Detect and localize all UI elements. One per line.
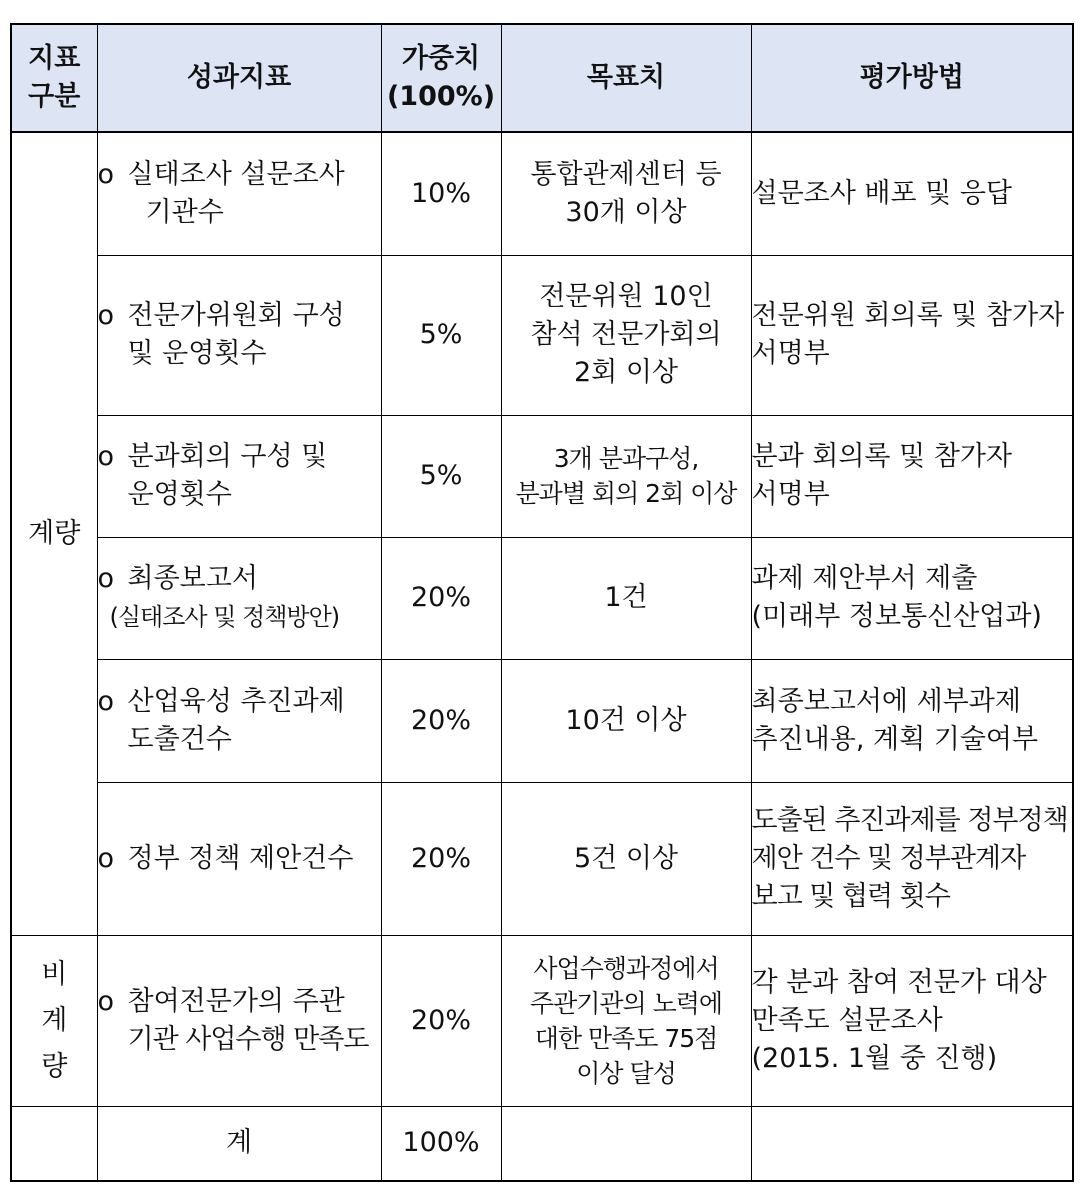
indicator-line: 운영횟수	[127, 479, 232, 510]
evaluation-line: 설문조사 배포 및 응답	[751, 177, 1012, 209]
table-row	[11, 255, 1073, 415]
evaluation-line: 도출된 추진과제를 정부정책	[751, 804, 1068, 836]
header-indicator: 성과지표	[97, 24, 381, 132]
evaluation-line: 전문위원 회의록 및 참가자	[751, 300, 1065, 331]
evaluation-cell	[751, 659, 1073, 782]
bullet: o	[97, 842, 115, 874]
indicator-cell	[97, 132, 381, 255]
evaluation-line: 최종보고서에 세부과제	[751, 685, 1021, 717]
evaluation-line: (미래부 정보통신산업과)	[751, 601, 1042, 632]
evaluation-line: 추진내용, 계획 기술여부	[751, 723, 1039, 755]
target-line: 5건 이상	[573, 842, 678, 874]
total-category-empty	[11, 1106, 97, 1181]
target-line: 주관기관의 노력에	[529, 988, 723, 1018]
target-line: 대한 만족도 75점	[534, 1023, 718, 1053]
indicator-line: 실태조사 설문조사	[127, 158, 345, 190]
weight-cell: 20%	[381, 659, 501, 782]
header-category-line1: 지표	[28, 43, 81, 74]
target-cell	[501, 782, 751, 935]
total-row	[11, 1106, 1073, 1181]
evaluation-line: 보고 및 협력 횟수	[751, 880, 950, 912]
header-weight	[381, 24, 501, 132]
indicator-line: (실태조사 및 정책방안)	[109, 603, 340, 631]
indicator-line: 기관 사업수행 만족도	[127, 1023, 369, 1055]
table-row	[11, 415, 1073, 537]
bullet: o	[97, 300, 115, 331]
evaluation-line: 제안 건수 및 정부관계자	[751, 842, 1026, 874]
total-weight: 100%	[381, 1106, 501, 1181]
category-non-quantitative	[11, 935, 97, 1106]
header-target: 목표치	[501, 24, 751, 132]
target-line: 사업수행과정에서	[533, 953, 719, 983]
category-char: 량	[41, 1050, 68, 1082]
target-line: 전문위원 10인	[539, 281, 713, 312]
indicator-cell	[97, 255, 381, 415]
evaluation-cell	[751, 132, 1073, 255]
weight-cell: 20%	[381, 782, 501, 935]
target-line: 1건	[604, 582, 648, 613]
total-evaluation-empty	[751, 1106, 1073, 1181]
header-category	[11, 24, 97, 132]
target-line: 이상 달성	[576, 1058, 676, 1088]
table-row	[11, 659, 1073, 782]
evaluation-cell	[751, 782, 1073, 935]
indicator-cell	[97, 415, 381, 537]
weight-cell: 10%	[381, 132, 501, 255]
evaluation-line: 분과 회의록 및 참가자	[751, 441, 1012, 472]
evaluation-line: 만족도 설문조사	[751, 1004, 943, 1036]
total-label: 계	[97, 1106, 381, 1181]
indicator-cell	[97, 537, 381, 659]
bullet: o	[97, 563, 115, 594]
indicator-cell	[97, 659, 381, 782]
evaluation-line: (2015. 1월 중 진행)	[751, 1042, 998, 1074]
indicator-cell	[97, 782, 381, 935]
evaluation-line: 서명부	[751, 338, 830, 369]
evaluation-cell	[751, 935, 1073, 1106]
indicator-line: 분과회의 구성 및	[127, 441, 328, 472]
table-row	[11, 935, 1073, 1106]
header-row	[11, 24, 1073, 132]
indicator-line: 참여전문가의 주관	[127, 985, 345, 1017]
target-cell	[501, 132, 751, 255]
indicator-line: 정부 정책 제안건수	[127, 842, 354, 874]
indicator-line: 기관수	[145, 196, 224, 228]
category-char: 계	[41, 1004, 68, 1036]
category-quantitative: 계량	[11, 132, 97, 935]
target-cell	[501, 935, 751, 1106]
indicator-line: 산업육성 추진과제	[127, 685, 345, 717]
bullet: o	[97, 158, 115, 190]
target-line: 통합관제센터 등	[530, 158, 722, 190]
target-cell	[501, 659, 751, 782]
target-cell	[501, 255, 751, 415]
bullet: o	[97, 441, 115, 472]
total-target-empty	[501, 1106, 751, 1181]
evaluation-cell	[751, 415, 1073, 537]
header-category-line2: 구분	[28, 81, 81, 112]
target-line: 3개 분과구성,	[553, 444, 699, 473]
evaluation-line: 각 분과 참여 전문가 대상	[751, 966, 1047, 998]
evaluation-line: 과제 제안부서 제출	[751, 563, 978, 594]
target-cell	[501, 415, 751, 537]
weight-cell: 5%	[381, 415, 501, 537]
target-line: 2회 이상	[573, 357, 678, 388]
target-line: 참석 전문가회의	[530, 319, 722, 350]
kpi-table	[10, 23, 1074, 1182]
evaluation-line: 서명부	[751, 479, 830, 510]
header-evaluation: 평가방법	[751, 24, 1073, 132]
category-char: 비	[41, 958, 68, 990]
indicator-line: 도출건수	[127, 723, 232, 755]
indicator-line: 최종보고서	[127, 563, 258, 594]
target-line: 30개 이상	[565, 196, 687, 228]
bullet: o	[97, 985, 115, 1017]
header-weight-line2: (100%)	[386, 81, 496, 112]
indicator-cell	[97, 935, 381, 1106]
indicator-line: 및 운영횟수	[127, 338, 267, 369]
bullet: o	[97, 685, 115, 717]
weight-cell: 5%	[381, 255, 501, 415]
target-cell	[501, 537, 751, 659]
target-line: 10건 이상	[565, 704, 687, 736]
table-row	[11, 537, 1073, 659]
table-row	[11, 782, 1073, 935]
header-weight-line1: 가중치	[401, 43, 481, 74]
target-line: 분과별 회의 2회 이상	[515, 479, 737, 508]
weight-cell: 20%	[381, 537, 501, 659]
indicator-line: 전문가위원회 구성	[127, 300, 345, 331]
weight-cell: 20%	[381, 935, 501, 1106]
evaluation-cell	[751, 537, 1073, 659]
evaluation-cell	[751, 255, 1073, 415]
table-row	[11, 132, 1073, 255]
